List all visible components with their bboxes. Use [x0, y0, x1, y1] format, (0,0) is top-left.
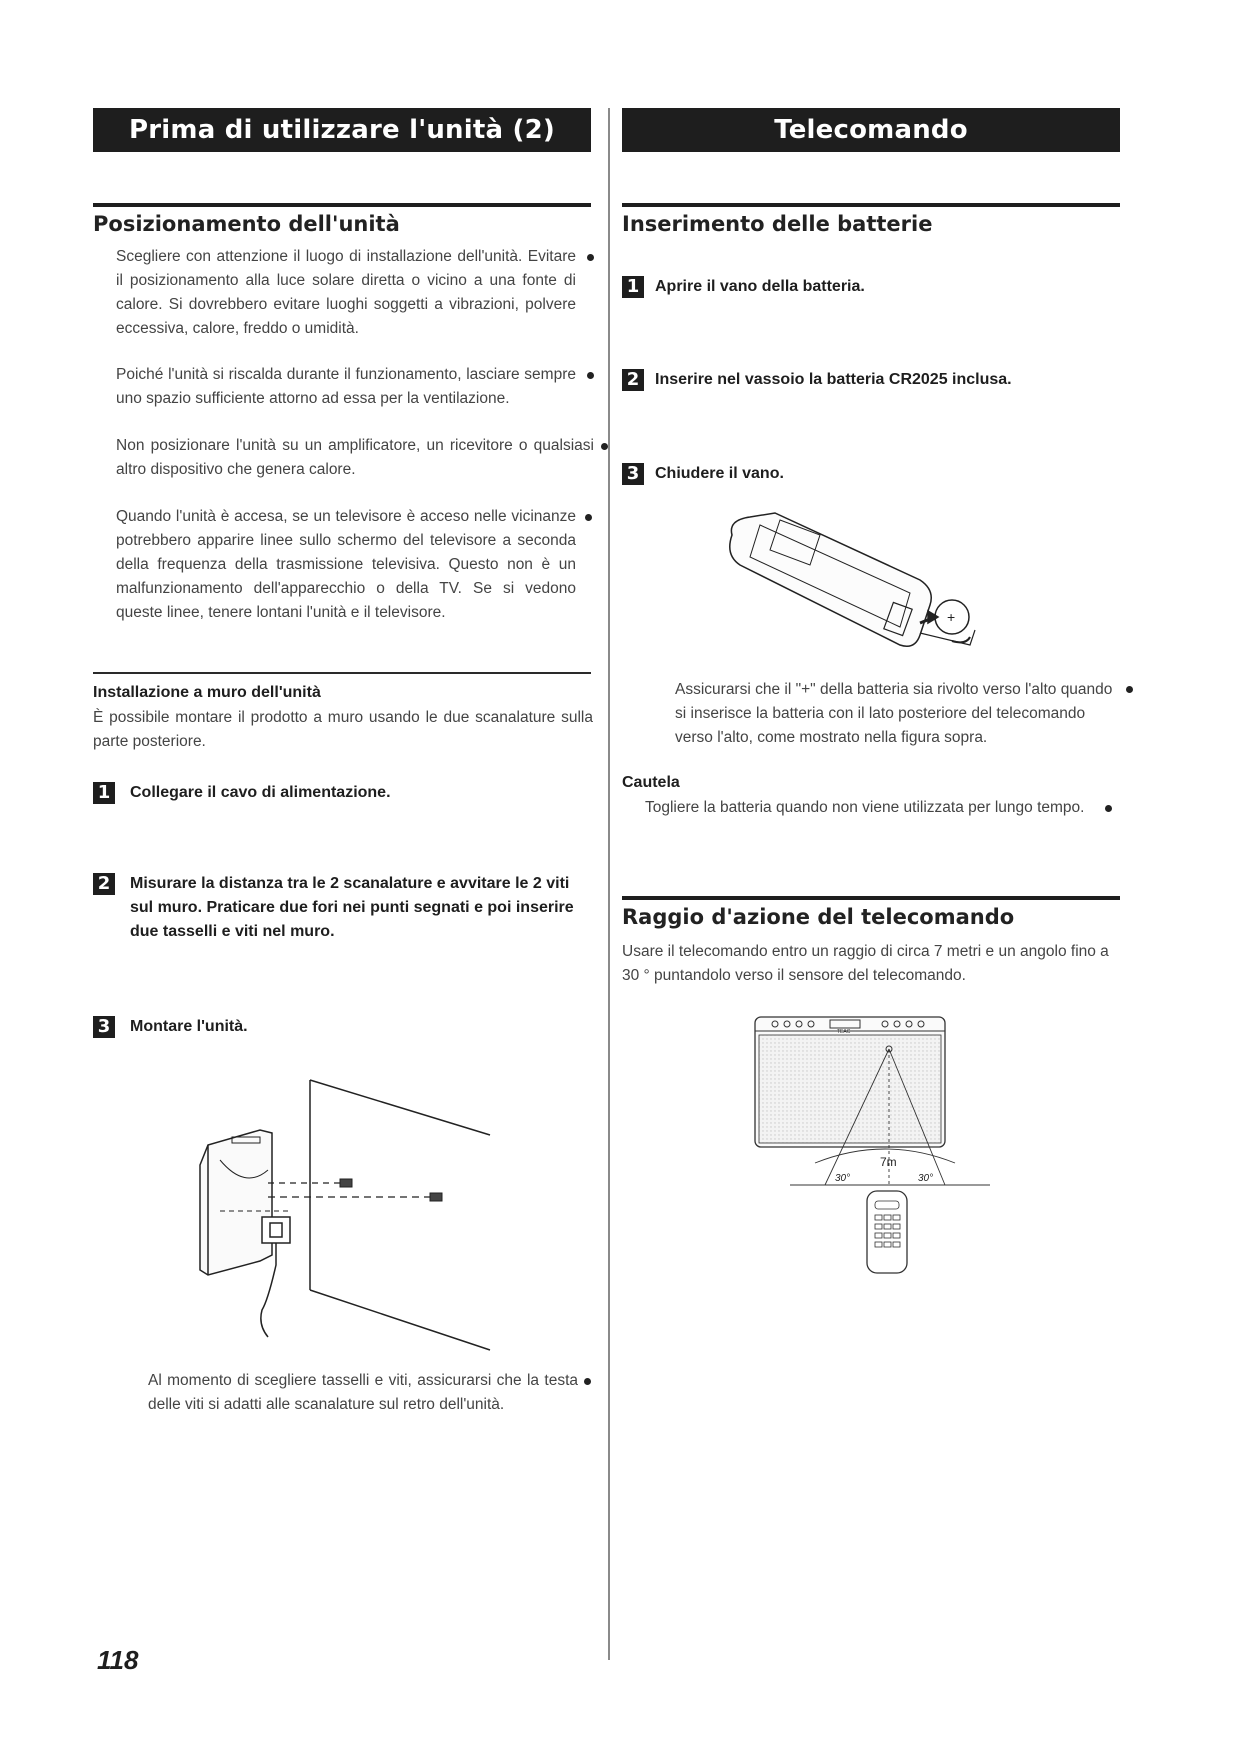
bullet-icon [585, 514, 592, 521]
bullet-icon [601, 443, 608, 450]
wall-note: Al momento di scegliere tasselli e viti, assicurarsi che la testa delle viti si adatti alle scanalature sul retro dell'unità. [148, 1372, 578, 1413]
wall-step-3: Montare l'unità. [130, 1018, 248, 1035]
bullet-icon [1105, 805, 1112, 812]
positioning-paragraph-1: Scegliere con attenzione il luogo di installazione dell'unità. Evitare il posizionamento alla luce solare diretta o vicino a una fonte di calore. Si dovrebbero evitare luoghi soggetti a vibrazioni, polvere eccessiva, calore, freddo o umidità. [116, 248, 576, 337]
range-text: Usare il telecomando entro un raggio di circa 7 metri e un angolo fino a 30 ° puntandolo verso il sensore del telecomando. [622, 943, 1109, 984]
battery-note: Assicurarsi che il "+" della batteria sia rivolto verso l'alto quando si inserisce la batteria con il lato posteriore del telecomando verso l'alto, come mostrato nella figura sopra. [675, 681, 1113, 746]
step-number: 1 [93, 782, 115, 804]
subsection-rule [93, 672, 591, 674]
bullet-icon [587, 254, 594, 261]
battery-step-1: Aprire il vano della batteria. [655, 278, 865, 295]
step-number: 2 [93, 873, 115, 895]
battery-step-2: Inserire nel vassoio la batteria CR2025 inclusa. [655, 371, 1012, 388]
caution-title: Cautela [622, 774, 680, 791]
wall-step-1: Collegare il cavo di alimentazione. [130, 784, 391, 801]
step-number: 3 [622, 463, 644, 485]
range-title: Raggio d'azione del telecomando [622, 905, 1015, 929]
section-banner-left: Prima di utilizzare l'unità (2) [93, 108, 591, 152]
positioning-paragraph-4: Quando l'unità è accesa, se un televisore è acceso nelle vicinanze potrebbero apparire linee sullo schermo del televisore a seconda della frequenza della trasmissione televisiva. Questo non è un malfunzionamento dell'apparecchio o della TV. Se si vedono queste linee, tenere lontani l'unità e il televisore. [116, 508, 576, 621]
step-number: 3 [93, 1016, 115, 1038]
page-number: 118 [97, 1645, 139, 1675]
step-number: 1 [622, 276, 644, 298]
positioning-title: Posizionamento dell'unità [93, 212, 400, 236]
wall-title: Installazione a muro dell'unità [93, 684, 321, 701]
bullet-icon [1126, 686, 1133, 693]
bullet-icon [584, 1378, 591, 1385]
remote-battery-illustration [720, 505, 1000, 655]
range-diagram-brand: TEAC [837, 1029, 851, 1035]
positioning-paragraph-3: Non posizionare l'unità su un amplificatore, un ricevitore o qualsiasi altro dispositivo che genera calore. [116, 437, 594, 478]
remote-range-illustration [745, 1005, 995, 1275]
column-divider [608, 108, 610, 1660]
range-diagram-angle-right: 30° [918, 1173, 934, 1184]
wall-mount-illustration [190, 1075, 510, 1355]
bullet-icon [587, 372, 594, 379]
battery-step-3: Chiudere il vano. [655, 465, 784, 482]
positioning-paragraph-2: Poiché l'unità si riscalda durante il funzionamento, lasciare sempre uno spazio sufficiente attorno ad essa per la ventilazione. [116, 366, 576, 407]
caution-text: Togliere la batteria quando non viene utilizzata per lungo tempo. [645, 799, 1085, 816]
section-banner-right: Telecomando [622, 108, 1120, 152]
wall-intro: È possibile montare il prodotto a muro usando le due scanalature sulla parte posteriore. [93, 709, 593, 750]
svg-text:+: + [947, 609, 956, 625]
range-diagram-angle-left: 30° [835, 1173, 851, 1184]
section-rule [622, 203, 1120, 207]
section-rule [93, 203, 591, 207]
wall-step-2: Misurare la distanza tra le 2 scanalature e avvitare le 2 viti sul muro. Praticare due fori nei punti segnati e poi inserire due tasselli e viti nel muro. [130, 875, 574, 940]
batteries-title: Inserimento delle batterie [622, 212, 933, 236]
step-number: 2 [622, 369, 644, 391]
section-rule [622, 896, 1120, 900]
range-diagram-distance: 7m [880, 1155, 897, 1169]
